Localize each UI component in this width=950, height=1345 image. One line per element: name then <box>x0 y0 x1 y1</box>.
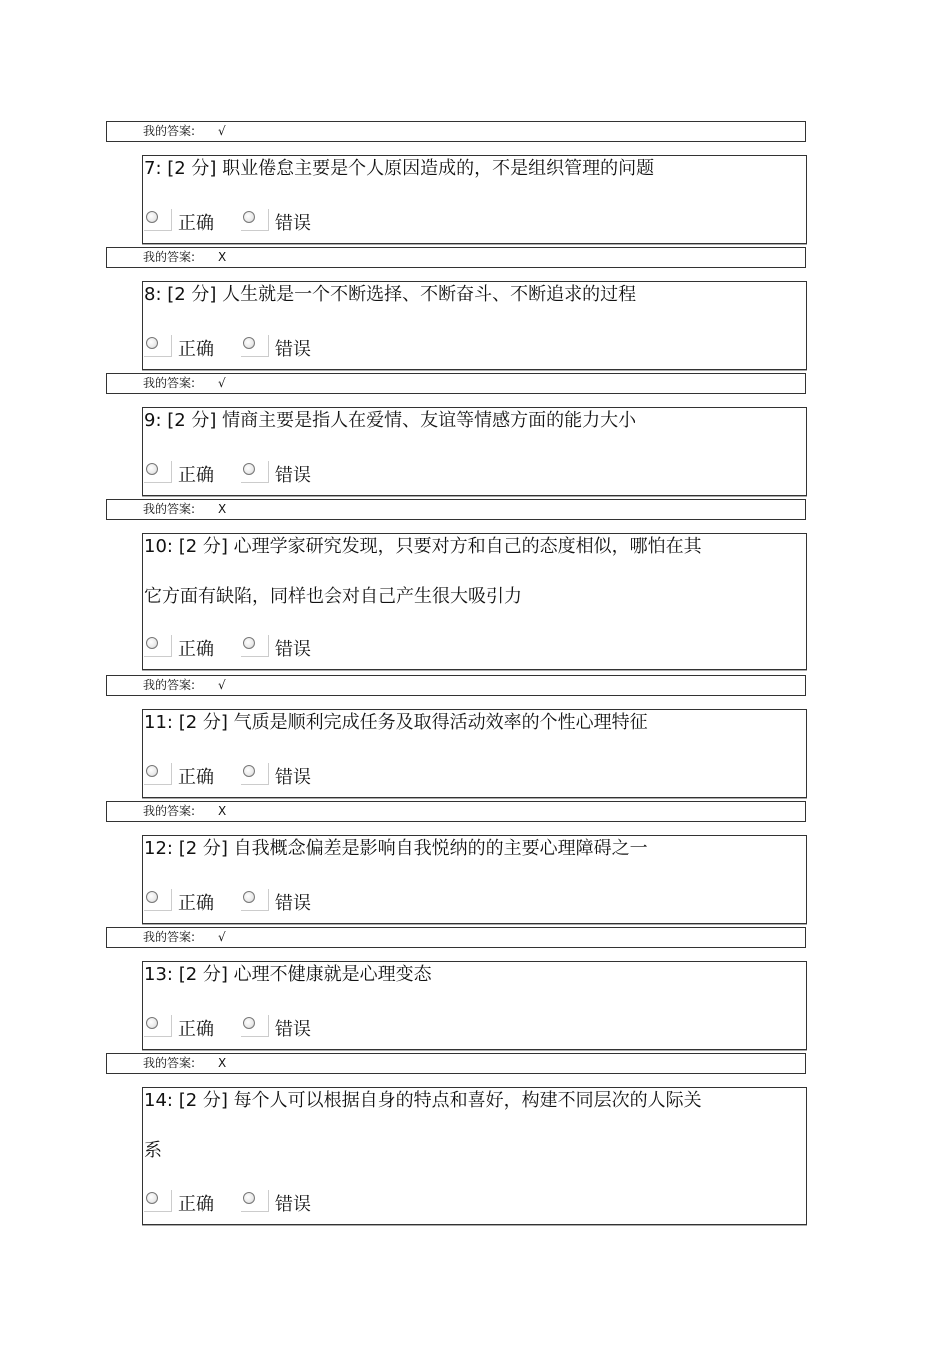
answer-row <box>106 1053 806 1074</box>
question-card <box>142 533 807 670</box>
answer-value: X <box>218 250 227 264</box>
question-line: 7: [2 分] 职业倦怠主要是个人原因造成的，不是组织管理的问题 <box>144 158 655 179</box>
answer-label: 我的答案: <box>143 502 196 516</box>
true-label[interactable]: 正确 <box>178 1019 214 1040</box>
answer-row <box>106 801 806 822</box>
radio-circle-icon <box>243 1017 255 1029</box>
question-card <box>142 1087 807 1225</box>
false-label[interactable]: 错误 <box>275 893 311 914</box>
true-label[interactable]: 正确 <box>178 213 214 234</box>
radio-circle-icon <box>146 765 158 777</box>
question-card <box>142 155 807 244</box>
false-radio[interactable] <box>241 1015 269 1037</box>
answer-label: 我的答案: <box>143 376 196 390</box>
question-text <box>144 534 766 610</box>
question-line: 9: [2 分] 情商主要是指人在爱情、友谊等情感方面的能力大小 <box>144 410 637 431</box>
radio-circle-icon <box>243 463 255 475</box>
question-line: 10: [2 分] 心理学家研究发现，只要对方和自己的态度相似，哪怕在其 <box>144 536 702 557</box>
false-label[interactable]: 错误 <box>275 639 311 660</box>
radio-circle-icon <box>243 211 255 223</box>
false-label[interactable]: 错误 <box>275 339 311 360</box>
radio-circle-icon <box>146 337 158 349</box>
true-label[interactable]: 正确 <box>178 1194 214 1215</box>
question-line: 它方面有缺陷，同样也会对自己产生很大吸引力 <box>144 586 522 607</box>
true-radio[interactable] <box>144 1190 172 1212</box>
answer-value: √ <box>218 124 226 138</box>
question-line: 系 <box>144 1140 162 1161</box>
question-text <box>144 408 766 434</box>
false-label[interactable]: 错误 <box>275 767 311 788</box>
question-line: 12: [2 分] 自我概念偏差是影响自我悦纳的的主要心理障碍之一 <box>144 838 648 859</box>
answer-value: √ <box>218 930 226 944</box>
answer-label: 我的答案: <box>143 1056 196 1070</box>
answer-row <box>106 499 806 520</box>
question-text <box>144 282 766 308</box>
question-card <box>142 835 807 924</box>
answer-label: 我的答案: <box>143 124 196 138</box>
true-label[interactable]: 正确 <box>178 893 214 914</box>
question-text <box>144 836 766 862</box>
radio-circle-icon <box>243 765 255 777</box>
true-radio[interactable] <box>144 889 172 911</box>
answer-value: X <box>218 804 227 818</box>
radio-circle-icon <box>146 1192 158 1204</box>
true-radio[interactable] <box>144 635 172 657</box>
question-line: 13: [2 分] 心理不健康就是心理变态 <box>144 964 432 985</box>
radio-circle-icon <box>146 1017 158 1029</box>
false-label[interactable]: 错误 <box>275 1019 311 1040</box>
answer-value: X <box>218 502 227 516</box>
false-radio[interactable] <box>241 1190 269 1212</box>
true-radio[interactable] <box>144 209 172 231</box>
radio-circle-icon <box>146 211 158 223</box>
true-label[interactable]: 正确 <box>178 639 214 660</box>
false-radio[interactable] <box>241 763 269 785</box>
question-text <box>144 710 766 736</box>
radio-circle-icon <box>146 637 158 649</box>
true-radio[interactable] <box>144 1015 172 1037</box>
question-card <box>142 709 807 798</box>
false-label[interactable]: 错误 <box>275 213 311 234</box>
answer-label: 我的答案: <box>143 804 196 818</box>
question-card <box>142 407 807 496</box>
false-radio[interactable] <box>241 209 269 231</box>
false-radio[interactable] <box>241 335 269 357</box>
answer-row <box>106 121 806 142</box>
answer-row <box>106 247 806 268</box>
false-radio[interactable] <box>241 635 269 657</box>
answer-label: 我的答案: <box>143 930 196 944</box>
true-radio[interactable] <box>144 763 172 785</box>
true-label[interactable]: 正确 <box>178 339 214 360</box>
question-card <box>142 961 807 1050</box>
question-text <box>144 156 766 182</box>
radio-circle-icon <box>146 463 158 475</box>
true-radio[interactable] <box>144 335 172 357</box>
answer-row <box>106 927 806 948</box>
answer-value: √ <box>218 678 226 692</box>
answer-row <box>106 373 806 394</box>
true-radio[interactable] <box>144 461 172 483</box>
true-label[interactable]: 正确 <box>178 465 214 486</box>
question-line: 14: [2 分] 每个人可以根据自身的特点和喜好，构建不同层次的人际关 <box>144 1090 702 1111</box>
false-radio[interactable] <box>241 889 269 911</box>
radio-circle-icon <box>243 637 255 649</box>
answer-value: √ <box>218 376 226 390</box>
answer-label: 我的答案: <box>143 250 196 264</box>
answer-label: 我的答案: <box>143 678 196 692</box>
false-radio[interactable] <box>241 461 269 483</box>
radio-circle-icon <box>243 1192 255 1204</box>
question-text <box>144 962 766 988</box>
false-label[interactable]: 错误 <box>275 1194 311 1215</box>
radio-circle-icon <box>243 337 255 349</box>
question-line: 11: [2 分] 气质是顺利完成任务及取得活动效率的个性心理特征 <box>144 712 648 733</box>
radio-circle-icon <box>146 891 158 903</box>
answer-row <box>106 675 806 696</box>
true-label[interactable]: 正确 <box>178 767 214 788</box>
radio-circle-icon <box>243 891 255 903</box>
question-text <box>144 1088 766 1164</box>
question-line: 8: [2 分] 人生就是一个不断选择、不断奋斗、不断追求的过程 <box>144 284 637 305</box>
answer-value: X <box>218 1056 227 1070</box>
question-card <box>142 281 807 370</box>
false-label[interactable]: 错误 <box>275 465 311 486</box>
